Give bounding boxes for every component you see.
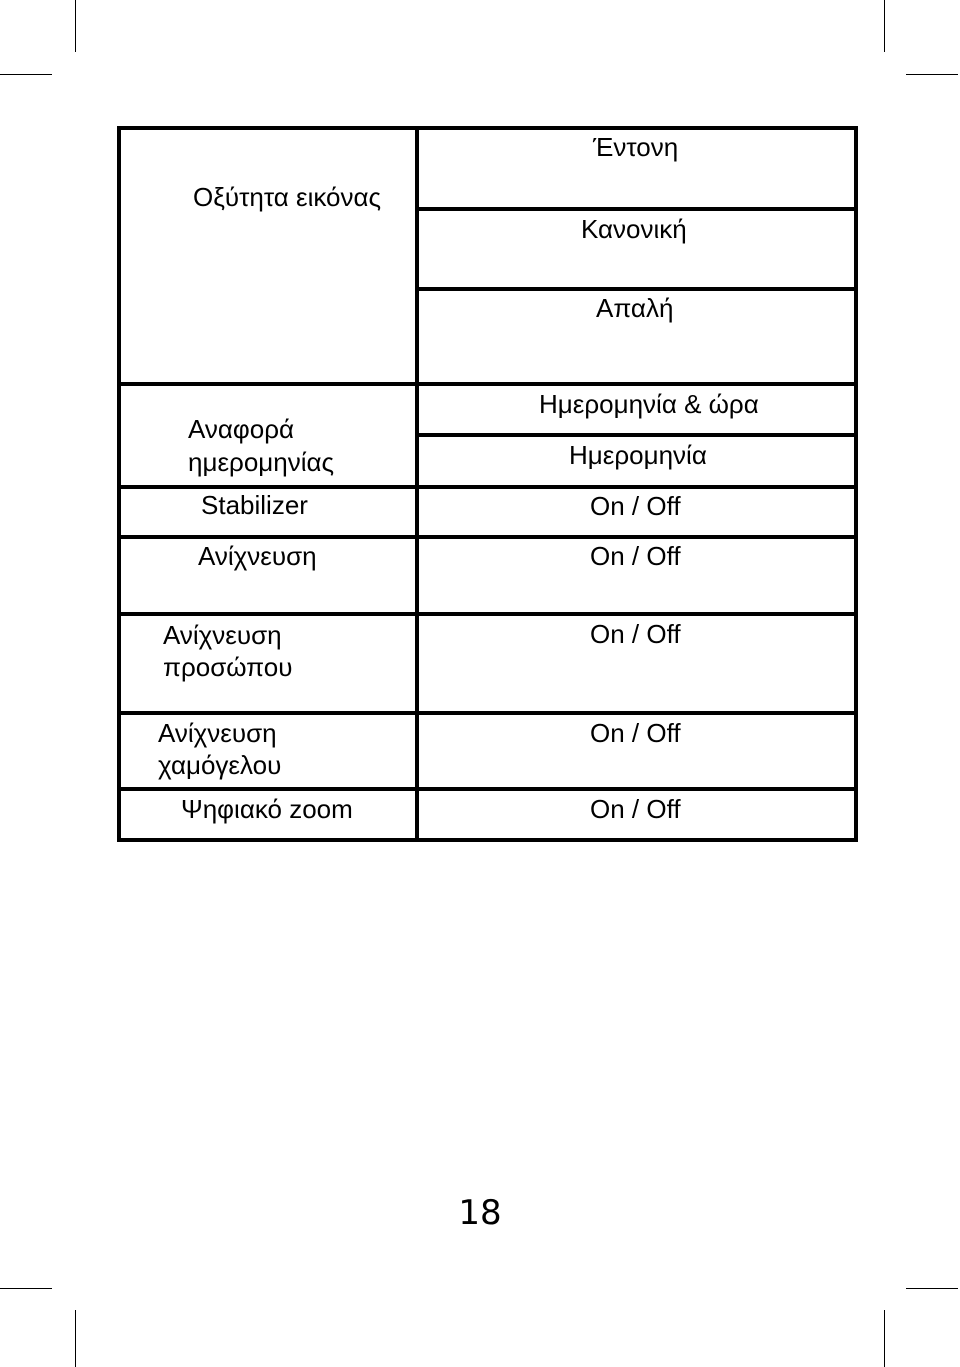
row-divider <box>117 787 858 791</box>
row-divider <box>117 382 858 386</box>
page-number: 18 <box>458 1193 502 1233</box>
crop-mark <box>906 1288 958 1289</box>
sub-row-divider <box>415 207 858 211</box>
option-value: On / Off <box>590 619 681 649</box>
sub-row-divider <box>415 287 858 291</box>
option-value: Ημερομηνία <box>569 440 707 470</box>
row-label: Stabilizer <box>201 490 308 520</box>
row-label: προσώπου <box>163 652 293 682</box>
option-value: On / Off <box>590 718 681 748</box>
row-label: χαμόγελου <box>158 750 282 780</box>
option-value: Έντονη <box>593 132 679 162</box>
crop-mark <box>884 1310 885 1367</box>
sub-row-divider <box>415 433 858 437</box>
option-value: Απαλή <box>596 293 674 323</box>
option-value: Ημερομηνία & ώρα <box>539 389 759 419</box>
row-divider <box>117 711 858 715</box>
row-label: Ανίχνευση <box>158 718 277 748</box>
row-label: Αναφορά <box>188 414 295 444</box>
crop-mark <box>75 1310 76 1367</box>
option-value: Κανονική <box>581 214 687 244</box>
option-value: On / Off <box>590 541 681 571</box>
option-value: On / Off <box>590 794 681 824</box>
option-value: On / Off <box>590 491 681 521</box>
row-label: Οξύτητα εικόνας <box>193 182 382 212</box>
column-divider <box>415 126 419 842</box>
row-divider <box>117 612 858 616</box>
row-label: Ανίχνευση <box>198 541 317 571</box>
crop-mark <box>0 1288 52 1289</box>
row-label: Ανίχνευση <box>163 620 282 650</box>
row-label: Ψηφιακό zoom <box>181 794 353 824</box>
row-divider <box>117 535 858 539</box>
row-label: ημερομηνίας <box>188 447 335 477</box>
